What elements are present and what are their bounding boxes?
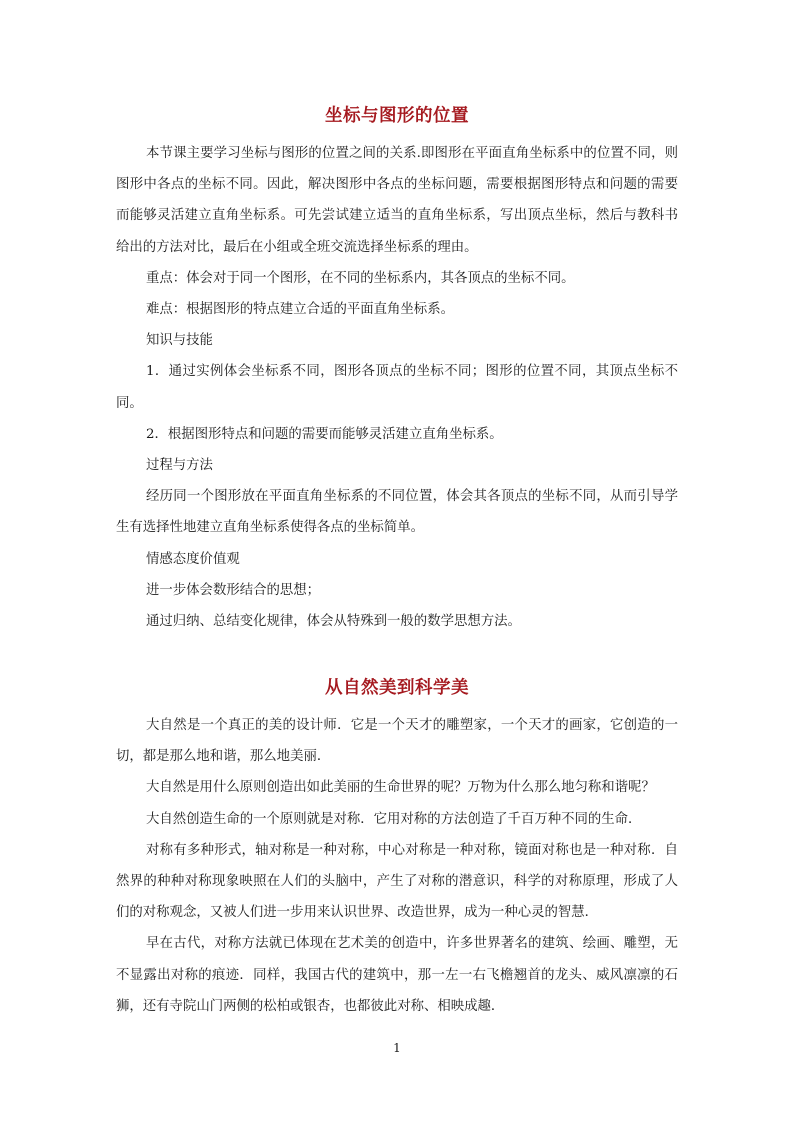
- paragraph: 大自然是一个真正的美的设计师．它是一个天才的雕塑家，一个天才的画家，它创造的一切，都是那么地和谐，那么地美丽．: [116, 718, 678, 765]
- paragraph: 本节课主要学习坐标与图形的位置之间的关系.即图形在平面直角坐标系中的位置不同，则图形中各点的坐标不同。因此，解决图形中各点的坐标问题，需要根据图形特点和问题的需要而能够灵活建立直角坐标系。可先尝试建立适当的直角坐标系，写出顶点坐标，然后与教科书给出的方法对比，最后在小组或全班交流选择坐标系的理由。: [116, 146, 678, 255]
- paragraph: 通过归纳、总结变化规律，体会从特殊到一般的数学思想方法。: [146, 614, 521, 630]
- paragraph-key-point: 重点：体会对于同一个图形，在不同的坐标系内，其各顶点的坐标不同。: [146, 270, 575, 286]
- list-item-2: 2．根据图形特点和问题的需要而能够灵活建立直角坐标系。: [146, 426, 503, 442]
- subheading-process-and-method: 过程与方法: [146, 458, 213, 474]
- list-item-1: 1．通过实例体会坐标系不同，图形各顶点的坐标不同；图形的位置不同，其顶点坐标不同。: [116, 364, 678, 411]
- subheading-knowledge-and-skills: 知识与技能: [146, 333, 213, 349]
- paragraph: 早在古代，对称方法就已体现在艺术美的创造中，许多世界著名的建筑、绘画、雕塑，无不显露出对称的痕迹．同样，我国古代的建筑中，那一左一右飞檐翘首的龙头、威风凛凛的石狮，还有寺院山门两侧的松柏或银杏，也都彼此对称、相映成趣．: [116, 936, 678, 1014]
- page-number: 1: [393, 1041, 401, 1055]
- paragraph: 进一步体会数形结合的思想；: [146, 582, 321, 598]
- subheading-attitude-and-values: 情感态度价值观: [146, 551, 240, 567]
- paragraph: 大自然创造生命的一个原则就是对称．它用对称的方法创造了千百万种不同的生命．: [146, 811, 642, 827]
- section-title: 从自然美到科学美: [325, 678, 469, 698]
- paragraph: 经历同一个图形放在平面直角坐标系的不同位置，体会其各顶点的坐标不同，从而引导学生有选择性地建立直角坐标系使得各点的坐标简单。: [116, 489, 678, 536]
- paragraph: 大自然是用什么原则创造出如此美丽的生命世界的呢？万物为什么那么地匀称和谐呢？: [146, 780, 655, 796]
- paragraph: 对称有多种形式，轴对称是一种对称，中心对称是一种对称，镜面对称也是一种对称．自然界的种种对称现象映照在人们的头脑中，产生了对称的潜意识，科学的对称原理，形成了人们的对称观念，又被人们进一步用来认识世界、改造世界，成为一种心灵的智慧．: [116, 842, 678, 921]
- section-title: 坐标与图形的位置: [325, 106, 469, 126]
- section-natural-to-scientific-beauty: [116, 676, 678, 1022]
- section-coordinates-and-figure-position: [116, 104, 678, 637]
- paragraph-difficult-point: 难点：根据图形的特点建立合适的平面直角坐标系。: [146, 302, 454, 318]
